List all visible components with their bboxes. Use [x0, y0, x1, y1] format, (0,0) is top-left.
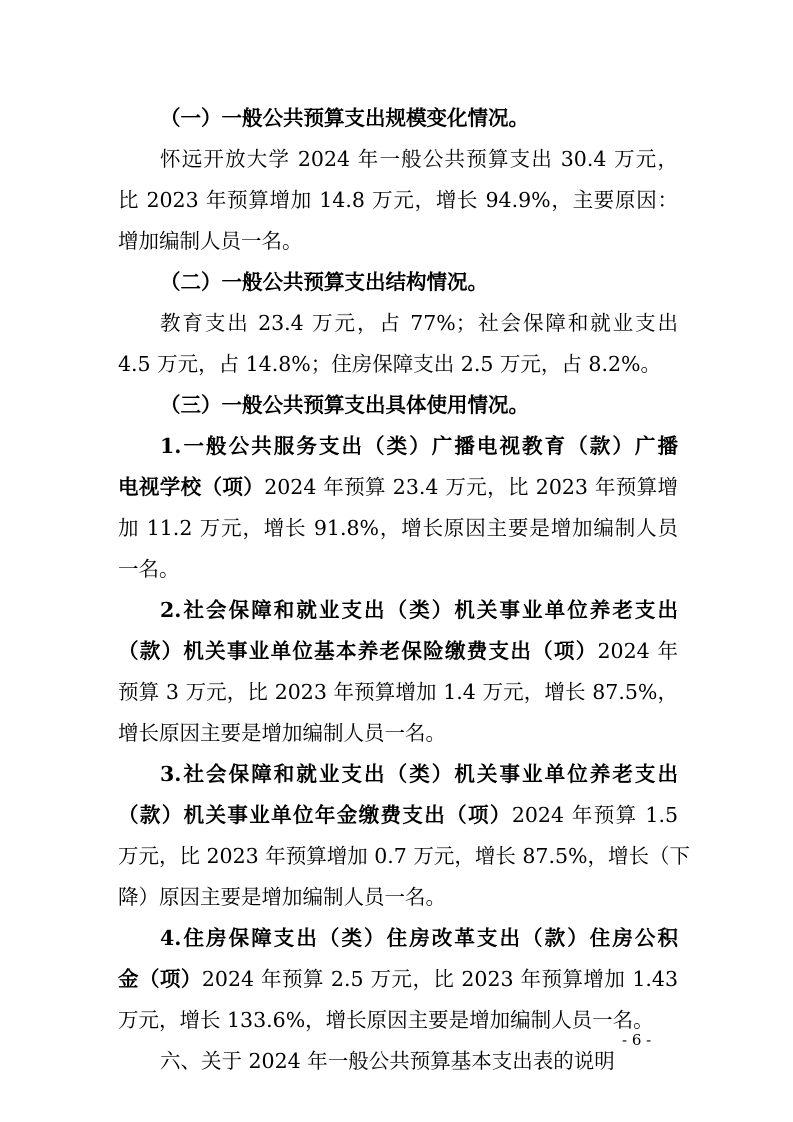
item-4-rest: 2024 年预算 2.5 万元，比 2023 年预算增加 1.43 [201, 967, 678, 991]
item-3-line: 万元，比 2023 年预算增加 0.7 万元，增长 87.5%，增长（下 [118, 844, 690, 868]
item-3-rest: 2024 年预算 1.5 [511, 803, 679, 827]
item-1-line: 加 11.2 万元，增长 91.8%，增长原因主要是增加编制人员 [118, 516, 678, 540]
item-1-line [118, 473, 678, 501]
heading-structure: （二）一般公共预算支出结构情况。 [160, 270, 488, 294]
paragraph-line: 4.5 万元，占 14.8%；住房保障支出 2.5 万元，占 8.2%。 [118, 352, 661, 376]
item-4-line [118, 965, 678, 993]
item-4-line: 4.住房保障支出（类）住房改革支出（款）住房公积 [160, 926, 678, 950]
item-1-bold-part: 电视学校（项） [118, 475, 265, 499]
item-1-line: 一名。 [118, 557, 180, 581]
heading-scale-change: （一）一般公共预算支出规模变化情况。 [160, 106, 529, 130]
page-number: - 6 - [622, 1031, 652, 1049]
item-2-bold-part: （款）机关事业单位基本养老保险缴费支出（项） [118, 639, 598, 663]
paragraph-line: 增加编制人员一名。 [118, 229, 303, 253]
item-2-line: 2.社会保障和就业支出（类）机关事业单位养老支出 [160, 598, 678, 622]
item-1-line: 1.一般公共服务支出（类）广播电视教育（款）广播 [160, 434, 678, 458]
item-3-line: 降）原因主要是增加编制人员一名。 [118, 885, 446, 909]
item-2-line: 预算 3 万元，比 2023 年预算增加 1.4 万元，增长 87.5%， [118, 680, 678, 704]
heading-specific-use: （三）一般公共预算支出具体使用情况。 [160, 393, 529, 417]
paragraph-line: 比 2023 年预算增加 14.8 万元，增长 94.9%，主要原因： [118, 188, 678, 212]
item-3-bold-part: （款）机关事业单位年金缴费支出（项） [118, 803, 512, 827]
item-1-rest: 2024 年预算 23.4 万元，比 2023 年预算增 [264, 475, 678, 499]
item-4-bold-part: 金（项） [118, 967, 202, 991]
item-2-rest: 2024 年 [597, 639, 678, 663]
paragraph-line: 教育支出 23.4 万元，占 77%；社会保障和就业支出 [160, 311, 678, 335]
item-2-line: 增长原因主要是增加编制人员一名。 [118, 721, 446, 745]
section-6-title: 六、关于 2024 年一般公共预算基本支出表的说明 [160, 1049, 615, 1073]
item-3-line [118, 801, 678, 829]
paragraph-line: 怀远开放大学 2024 年一般公共预算支出 30.4 万元， [160, 147, 678, 171]
item-4-line: 万元，增长 133.6%，增长原因主要是增加编制人员一名。 [118, 1008, 654, 1032]
item-3-line: 3.社会保障和就业支出（类）机关事业单位养老支出 [160, 762, 678, 786]
item-2-line [118, 637, 678, 665]
